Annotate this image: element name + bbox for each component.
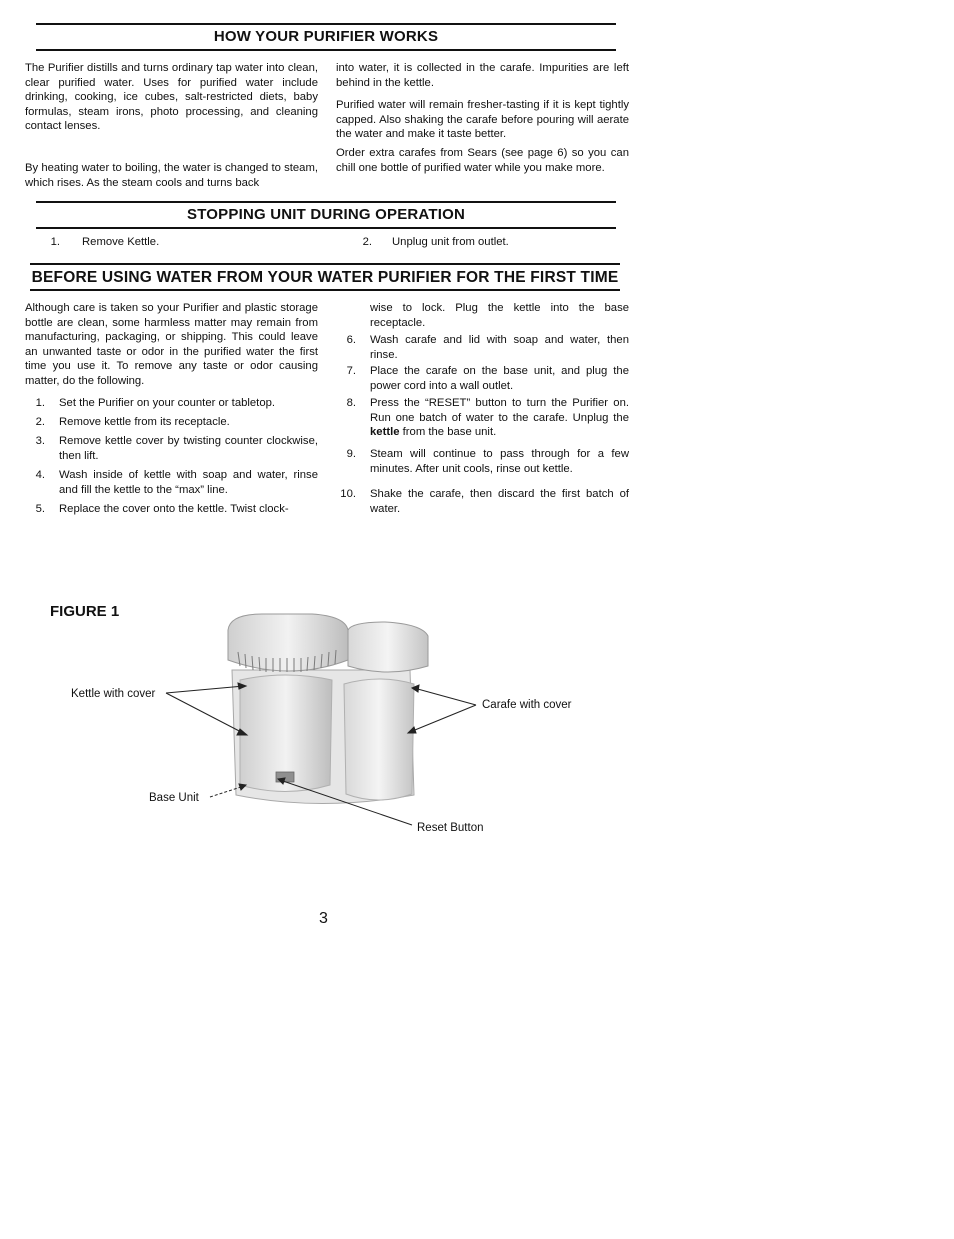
first-use-step-5-continued [336, 301, 629, 331]
step-text: Set the Purifier on your counter or tabletop. [59, 397, 276, 409]
step-text-after: from the base unit. [399, 426, 497, 438]
step-text: Wash inside of kettle with soap and water, rinse and fill the kettle to the “max” line. [59, 469, 318, 496]
section2-heading: STOPPING UNIT DURING OPERATION [187, 206, 465, 223]
section2-bottom-rule [36, 227, 616, 229]
step-number: 1. [35, 397, 45, 409]
section1-top-rule [36, 23, 616, 25]
figure-title: FIGURE 1 [50, 603, 120, 620]
section1-bottom-rule [36, 49, 616, 51]
reset-button-shape [276, 772, 294, 782]
step-number: 3. [35, 435, 45, 447]
section2-top-rule [36, 201, 616, 203]
step-text: Remove kettle from its receptacle. [59, 416, 230, 428]
step-text: Place the carafe on the base unit, and plug the power cord into a wall outlet. [370, 365, 629, 392]
stop-step-1 [40, 235, 300, 250]
section1-heading: HOW YOUR PURIFIER WORKS [213, 28, 439, 45]
step-number: 2. [35, 416, 45, 428]
first-use-step-7 [336, 364, 629, 394]
stop-step-2 [352, 235, 612, 250]
step-number: 9. [346, 448, 356, 460]
step-number: 2. [362, 236, 372, 248]
step-text: Remove kettle cover by twisting counter clockwise, then lift. [59, 435, 318, 462]
kettle-shape [228, 614, 348, 792]
step-text-bold: kettle [370, 426, 400, 438]
step-text: Shake the carafe, then discard the first batch of water. [370, 488, 629, 515]
first-use-step-9 [336, 447, 629, 477]
step-text: wise to lock. Plug the kettle into the base receptacle. [370, 302, 629, 329]
carafe-shape [344, 622, 428, 800]
first-use-step-4 [25, 468, 318, 498]
section1-col2-paragraph3: Order extra carafes from Sears (see page 6) so you can chill one bottle of purified water while you make more. [336, 147, 629, 174]
label-base-unit: Base Unit [149, 792, 199, 804]
first-use-step-8 [336, 396, 629, 441]
section3-heading: BEFORE USING WATER FROM YOUR WATER PURIFIER FOR THE FIRST TIME [31, 269, 619, 286]
step-text: Unplug unit from outlet. [392, 236, 509, 248]
step-text-before: Press the “RESET” button to turn the Purifier on. Run one batch of water to the carafe. Unplug the [370, 397, 629, 424]
section3-intro: Although care is taken so your Purifier and plastic storage bottle are clean, some harmless matter may remain from manufacturing, packaging, or shipping. This could leave an unwanted taste or odor in the purified water the first time you use it. To remove any taste or odor causing matter, do the following. [25, 302, 318, 387]
step-text: Replace the cover onto the kettle. Twist clock- [59, 503, 289, 515]
step-text: Remove Kettle. [82, 236, 160, 248]
step-number: 7. [346, 365, 356, 377]
step-number: 5. [35, 503, 45, 515]
label-carafe-with-cover: Carafe with cover [482, 699, 572, 711]
section3-top-rule [30, 263, 620, 265]
page-number: 3 [319, 910, 328, 927]
section1-col1-paragraph1: The Purifier distills and turns ordinary tap water into clean, clear purified water. Uses for purified water include drinking, cooking, ice cubes, salt-restricted diets, baby formulas, steam irons, photo processing, and cleaning contact lenses. [25, 62, 318, 132]
section1-col1-paragraph2: By heating water to boiling, the water is changed to steam, which rises. As the steam cools and turns back [25, 162, 318, 189]
step-number: 6. [346, 334, 356, 346]
label-kettle-with-cover: Kettle with cover [71, 688, 156, 700]
first-use-step-1 [25, 396, 318, 411]
step-number: 10. [340, 488, 356, 500]
step-text: Steam will continue to pass through for a few minutes. After unit cools, rinse out kettle. [370, 448, 629, 475]
step-text: Wash carafe and lid with soap and water, then rinse. [370, 334, 629, 361]
first-use-step-6 [336, 333, 629, 363]
section1-col2-paragraph2: Purified water will remain fresher-tasting if it is kept tightly capped. Also shaking the carafe before pouring will aerate the water and make it taste better. [336, 99, 629, 140]
purifier-illustration [0, 600, 954, 900]
section3-bottom-rule [30, 289, 620, 291]
step-text [370, 396, 629, 440]
step-number: 1. [50, 236, 60, 248]
first-use-step-10 [336, 487, 629, 517]
first-use-step-3 [25, 434, 318, 464]
step-number: 4. [35, 469, 45, 481]
first-use-step-5 [25, 502, 318, 517]
label-reset-button: Reset Button [417, 822, 484, 834]
first-use-step-2 [25, 415, 318, 430]
section1-col2-paragraph1: into water, it is collected in the carafe. Impurities are left behind in the kettle. [336, 62, 629, 89]
step-number: 8. [346, 397, 356, 409]
